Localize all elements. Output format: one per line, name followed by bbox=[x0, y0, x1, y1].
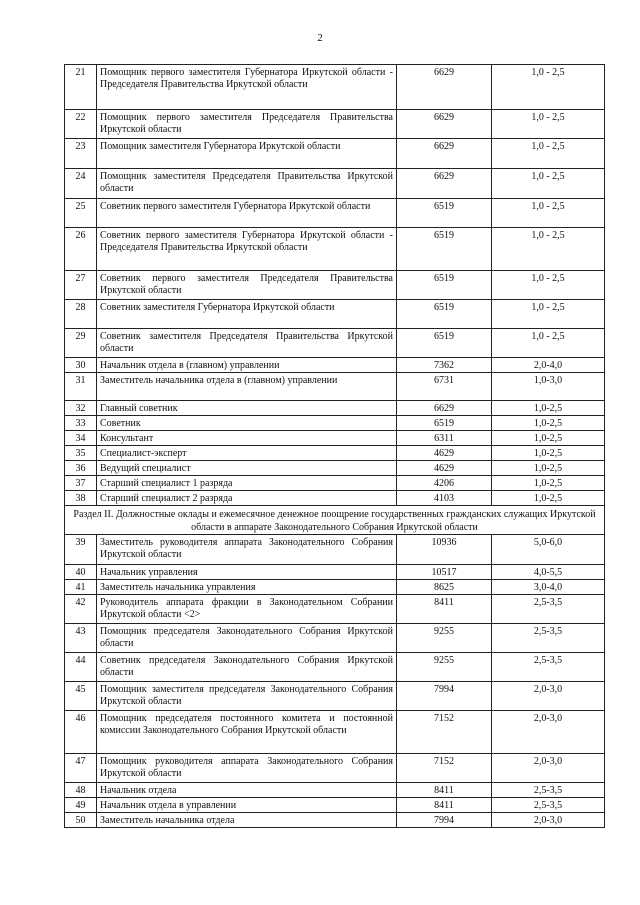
table-row bbox=[65, 110, 605, 139]
bonus-coefficient: 2,0-3,0 bbox=[492, 754, 605, 783]
salary-value: 9255 bbox=[397, 624, 492, 653]
bonus-coefficient: 1,0-2,5 bbox=[492, 476, 605, 491]
row-number: 44 bbox=[65, 653, 97, 682]
table-body-section-1 bbox=[65, 65, 605, 506]
salary-value: 4629 bbox=[397, 461, 492, 476]
salary-value: 4629 bbox=[397, 446, 492, 461]
row-number: 22 bbox=[65, 110, 97, 139]
row-number: 35 bbox=[65, 446, 97, 461]
table-row bbox=[65, 446, 605, 461]
position-title: Помощник председателя Законодательного Собрания Иркутской области bbox=[97, 624, 397, 653]
position-title: Советник первого заместителя Губернатора Иркутской области bbox=[97, 199, 397, 228]
row-number: 46 bbox=[65, 711, 97, 754]
bonus-coefficient: 2,5-3,5 bbox=[492, 653, 605, 682]
table-row bbox=[65, 416, 605, 431]
row-number: 49 bbox=[65, 798, 97, 813]
bonus-coefficient: 2,0-3,0 bbox=[492, 813, 605, 828]
table-row bbox=[65, 580, 605, 595]
salary-value: 6629 bbox=[397, 110, 492, 139]
salary-value: 8625 bbox=[397, 580, 492, 595]
row-number: 31 bbox=[65, 373, 97, 401]
bonus-coefficient: 1,0 - 2,5 bbox=[492, 169, 605, 199]
row-number: 40 bbox=[65, 565, 97, 580]
position-title: Помощник руководителя аппарата Законодательного Собрания Иркутской области bbox=[97, 754, 397, 783]
row-number: 27 bbox=[65, 271, 97, 300]
table-row bbox=[65, 798, 605, 813]
salary-value: 8411 bbox=[397, 783, 492, 798]
row-number: 21 bbox=[65, 65, 97, 110]
bonus-coefficient: 1,0 - 2,5 bbox=[492, 110, 605, 139]
salary-value: 6519 bbox=[397, 199, 492, 228]
table-row bbox=[65, 373, 605, 401]
bonus-coefficient: 2,0-3,0 bbox=[492, 682, 605, 711]
position-title: Помощник председателя постоянного комитета и постоянной комиссии Законодательного Собрания Иркутской области bbox=[97, 711, 397, 754]
section-header-row bbox=[65, 506, 605, 535]
bonus-coefficient: 2,5-3,5 bbox=[492, 624, 605, 653]
row-number: 30 bbox=[65, 358, 97, 373]
bonus-coefficient: 1,0 - 2,5 bbox=[492, 65, 605, 110]
salary-value: 4103 bbox=[397, 491, 492, 506]
row-number: 42 bbox=[65, 595, 97, 624]
salary-value: 6629 bbox=[397, 401, 492, 416]
position-title: Консультант bbox=[97, 431, 397, 446]
row-number: 26 bbox=[65, 228, 97, 271]
position-title: Помощник заместителя Председателя Правительства Иркутской области bbox=[97, 169, 397, 199]
salary-table bbox=[64, 64, 605, 828]
salary-value: 9255 bbox=[397, 653, 492, 682]
position-title: Начальник отдела bbox=[97, 783, 397, 798]
bonus-coefficient: 1,0 - 2,5 bbox=[492, 271, 605, 300]
position-title: Помощник заместителя Губернатора Иркутской области bbox=[97, 139, 397, 169]
bonus-coefficient: 1,0-2,5 bbox=[492, 401, 605, 416]
salary-value: 7152 bbox=[397, 711, 492, 754]
bonus-coefficient: 2,5-3,5 bbox=[492, 595, 605, 624]
table-row bbox=[65, 228, 605, 271]
table-row bbox=[65, 624, 605, 653]
bonus-coefficient: 5,0-6,0 bbox=[492, 535, 605, 565]
row-number: 34 bbox=[65, 431, 97, 446]
row-number: 37 bbox=[65, 476, 97, 491]
position-title: Советник bbox=[97, 416, 397, 431]
table-row bbox=[65, 711, 605, 754]
table-row bbox=[65, 653, 605, 682]
position-title: Помощник первого заместителя Председателя Правительства Иркутской области bbox=[97, 110, 397, 139]
salary-value: 7362 bbox=[397, 358, 492, 373]
position-title: Заместитель начальника отдела bbox=[97, 813, 397, 828]
salary-value: 6629 bbox=[397, 139, 492, 169]
row-number: 25 bbox=[65, 199, 97, 228]
bonus-coefficient: 1,0-2,5 bbox=[492, 446, 605, 461]
row-number: 43 bbox=[65, 624, 97, 653]
bonus-coefficient: 1,0 - 2,5 bbox=[492, 329, 605, 358]
salary-value: 6311 bbox=[397, 431, 492, 446]
position-title: Руководитель аппарата фракции в Законодательном Собрании Иркутской области <2> bbox=[97, 595, 397, 624]
position-title: Старший специалист 2 разряда bbox=[97, 491, 397, 506]
table-row bbox=[65, 491, 605, 506]
salary-value: 6519 bbox=[397, 300, 492, 329]
position-title: Советник первого заместителя Председателя Правительства Иркутской области bbox=[97, 271, 397, 300]
position-title: Заместитель руководителя аппарата Законодательного Собрания Иркутской области bbox=[97, 535, 397, 565]
salary-value: 7994 bbox=[397, 682, 492, 711]
table-row bbox=[65, 358, 605, 373]
row-number: 45 bbox=[65, 682, 97, 711]
table-body-section-2 bbox=[65, 535, 605, 828]
row-number: 38 bbox=[65, 491, 97, 506]
page-number: 2 bbox=[317, 32, 323, 44]
table-row bbox=[65, 401, 605, 416]
table-row bbox=[65, 783, 605, 798]
table-row bbox=[65, 271, 605, 300]
table-row bbox=[65, 535, 605, 565]
row-number: 24 bbox=[65, 169, 97, 199]
row-number: 50 bbox=[65, 813, 97, 828]
salary-value: 6519 bbox=[397, 416, 492, 431]
salary-value: 4206 bbox=[397, 476, 492, 491]
row-number: 39 bbox=[65, 535, 97, 565]
position-title: Начальник отдела в управлении bbox=[97, 798, 397, 813]
row-number: 41 bbox=[65, 580, 97, 595]
salary-value: 8411 bbox=[397, 595, 492, 624]
table-row bbox=[65, 65, 605, 110]
salary-value: 6519 bbox=[397, 228, 492, 271]
position-title: Начальник управления bbox=[97, 565, 397, 580]
bonus-coefficient: 2,5-3,5 bbox=[492, 798, 605, 813]
position-title: Помощник первого заместителя Губернатора Иркутской области - Председателя Правительства Иркутской области bbox=[97, 65, 397, 110]
salary-value: 6629 bbox=[397, 169, 492, 199]
bonus-coefficient: 2,0-3,0 bbox=[492, 711, 605, 754]
table-row bbox=[65, 139, 605, 169]
row-number: 32 bbox=[65, 401, 97, 416]
position-title: Главный советник bbox=[97, 401, 397, 416]
table-row bbox=[65, 169, 605, 199]
table-body-section-header bbox=[65, 506, 605, 535]
bonus-coefficient: 1,0-3,0 bbox=[492, 373, 605, 401]
position-title: Заместитель начальника управления bbox=[97, 580, 397, 595]
bonus-coefficient: 2,5-3,5 bbox=[492, 783, 605, 798]
bonus-coefficient: 4,0-5,5 bbox=[492, 565, 605, 580]
table-row bbox=[65, 329, 605, 358]
salary-value: 6519 bbox=[397, 271, 492, 300]
table-row bbox=[65, 754, 605, 783]
row-number: 29 bbox=[65, 329, 97, 358]
table-row bbox=[65, 431, 605, 446]
bonus-coefficient: 1,0 - 2,5 bbox=[492, 139, 605, 169]
bonus-coefficient: 1,0 - 2,5 bbox=[492, 300, 605, 329]
position-title: Специалист-эксперт bbox=[97, 446, 397, 461]
row-number: 48 bbox=[65, 783, 97, 798]
table-row bbox=[65, 565, 605, 580]
position-title: Помощник заместителя председателя Законодательного Собрания Иркутской области bbox=[97, 682, 397, 711]
table-row bbox=[65, 682, 605, 711]
salary-value: 10517 bbox=[397, 565, 492, 580]
salary-value: 7152 bbox=[397, 754, 492, 783]
position-title: Старший специалист 1 разряда bbox=[97, 476, 397, 491]
table-row bbox=[65, 300, 605, 329]
position-title: Ведущий специалист bbox=[97, 461, 397, 476]
salary-value: 6519 bbox=[397, 329, 492, 358]
bonus-coefficient: 1,0 - 2,5 bbox=[492, 228, 605, 271]
salary-value: 6731 bbox=[397, 373, 492, 401]
row-number: 28 bbox=[65, 300, 97, 329]
position-title: Советник заместителя Губернатора Иркутской области bbox=[97, 300, 397, 329]
row-number: 23 bbox=[65, 139, 97, 169]
position-title: Начальник отдела в (главном) управлении bbox=[97, 358, 397, 373]
position-title: Советник первого заместителя Губернатора Иркутской области - Председателя Правительства Иркутской области bbox=[97, 228, 397, 271]
position-title: Советник заместителя Председателя Правительства Иркутской области bbox=[97, 329, 397, 358]
salary-value: 8411 bbox=[397, 798, 492, 813]
position-title: Советник председателя Законодательного Собрания Иркутской области bbox=[97, 653, 397, 682]
bonus-coefficient: 1,0 - 2,5 bbox=[492, 199, 605, 228]
bonus-coefficient: 1,0-2,5 bbox=[492, 431, 605, 446]
salary-value: 7994 bbox=[397, 813, 492, 828]
salary-value: 6629 bbox=[397, 65, 492, 110]
table-row bbox=[65, 813, 605, 828]
position-title: Заместитель начальника отдела в (главном) управлении bbox=[97, 373, 397, 401]
bonus-coefficient: 2,0-4,0 bbox=[492, 358, 605, 373]
row-number: 47 bbox=[65, 754, 97, 783]
table-row bbox=[65, 461, 605, 476]
section-title: Раздел II. Должностные оклады и ежемесячное денежное поощрение государственных гражданских служащих Иркутской области в аппарате Законодательного Собрания Иркутской области bbox=[65, 506, 605, 535]
table-row bbox=[65, 476, 605, 491]
bonus-coefficient: 3,0-4,0 bbox=[492, 580, 605, 595]
row-number: 33 bbox=[65, 416, 97, 431]
table-row bbox=[65, 595, 605, 624]
table-row bbox=[65, 199, 605, 228]
salary-value: 10936 bbox=[397, 535, 492, 565]
bonus-coefficient: 1,0-2,5 bbox=[492, 461, 605, 476]
bonus-coefficient: 1,0-2,5 bbox=[492, 491, 605, 506]
bonus-coefficient: 1,0-2,5 bbox=[492, 416, 605, 431]
row-number: 36 bbox=[65, 461, 97, 476]
